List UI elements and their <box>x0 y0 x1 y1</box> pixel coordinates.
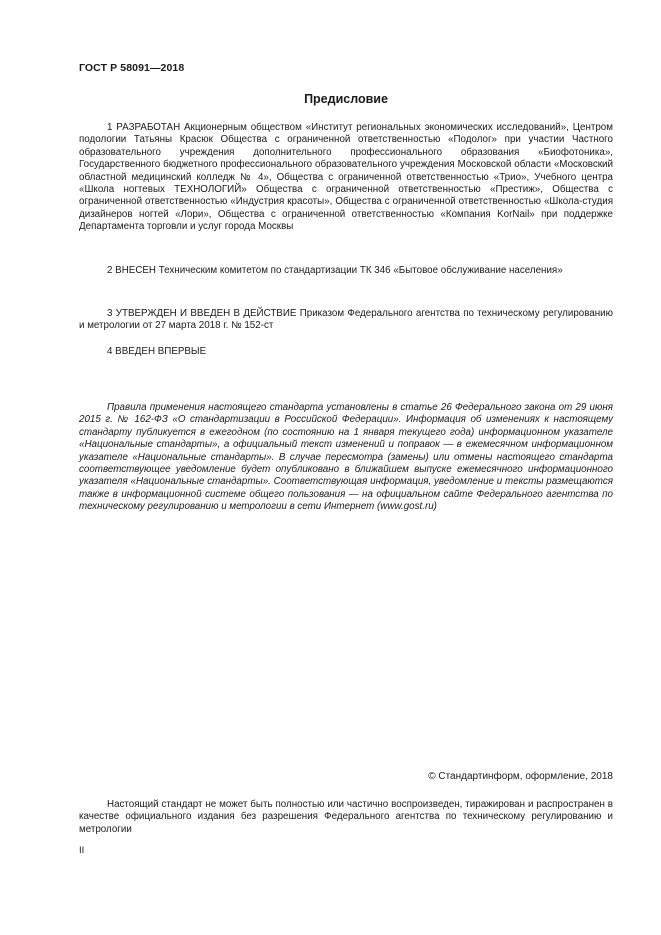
paragraph-first-introduced: 4 ВВЕДЕН ВПЕРВЫЕ <box>107 346 207 357</box>
page-title: Предисловие <box>304 92 388 106</box>
paragraph-developed: 1 РАЗРАБОТАН Акционерным обществом «Институт региональных экономических исследований», Центром подологии Татьяны Красюк Общества с ограниченной ответственностью «Подолог» при участии Частного образовательного учреждения дополнительного профессионального образования «Биофотоника», Государственного бюджетного профессионального образовательного учреждения Московской области «Московский областной медицинский колледж № 4», Общества с ограниченной ответственностью «Трио», Учебного центра «Школа ногтевых ТЕХНОЛОГИЙ» Общества с ограниченной ответственностью «Престиж», Общества с ограниченной ответственностью «Индустрия красоты», Общества с ограниченной ответственностью «Школа-студия дизайнеров ногтей «Лори», Общества с ограниченной ответственностью «Компания KorNail» при поддержке Департамента торговли и услуг города Москвы <box>79 122 613 233</box>
application-rules-notice: Правила применения настоящего стандарта установлены в статье 26 Федерального закона от 29 июня 2015 г. № 162-ФЗ «О стандартизации в Российской Федерации». Информация об изменениях к настоящему стандарту публикуется в ежегодном (по состоянию на 1 января текущего года) информационном указателе «Национальные стандарты», а официальный текст изменений и поправок — в ежемесячном информационном указателе «Национальные стандарты». В случае пересмотра (замены) или отмены настоящего стандарта соответствующее уведомление будет опубликовано в ближайшем выпуске ежемесячного информационного указателя «Национальные стандарты». Соответствующая информация, уведомление и тексты размещаются также в информационной системе общего пользования — на официальном сайте Федерального агентства по техническому регулированию и метрологии в сети Интернет (www.gost.ru) <box>79 402 613 513</box>
paragraph-introduced: 2 ВНЕСЕН Техническим комитетом по стандартизации ТК 346 «Бытовое обслуживание населения» <box>107 265 563 276</box>
reproduction-notice: Настоящий стандарт не может быть полностью или частично воспроизведен, тиражирован и распространен в качестве официального издания без разрешения Федерального агентства по техническому регулированию и метрологии <box>79 799 613 835</box>
standard-id: ГОСТ Р 58091—2018 <box>79 62 185 74</box>
page-number: II <box>79 845 85 856</box>
paragraph-approved: 3 УТВЕРЖДЕН И ВВЕДЕН В ДЕЙСТВИЕ Приказом Федерального агентства по техническому регулированию и метрологии от 27 марта 2018 г. № 152-ст <box>79 308 613 332</box>
copyright-line: © Стандартинформ, оформление, 2018 <box>428 771 613 782</box>
